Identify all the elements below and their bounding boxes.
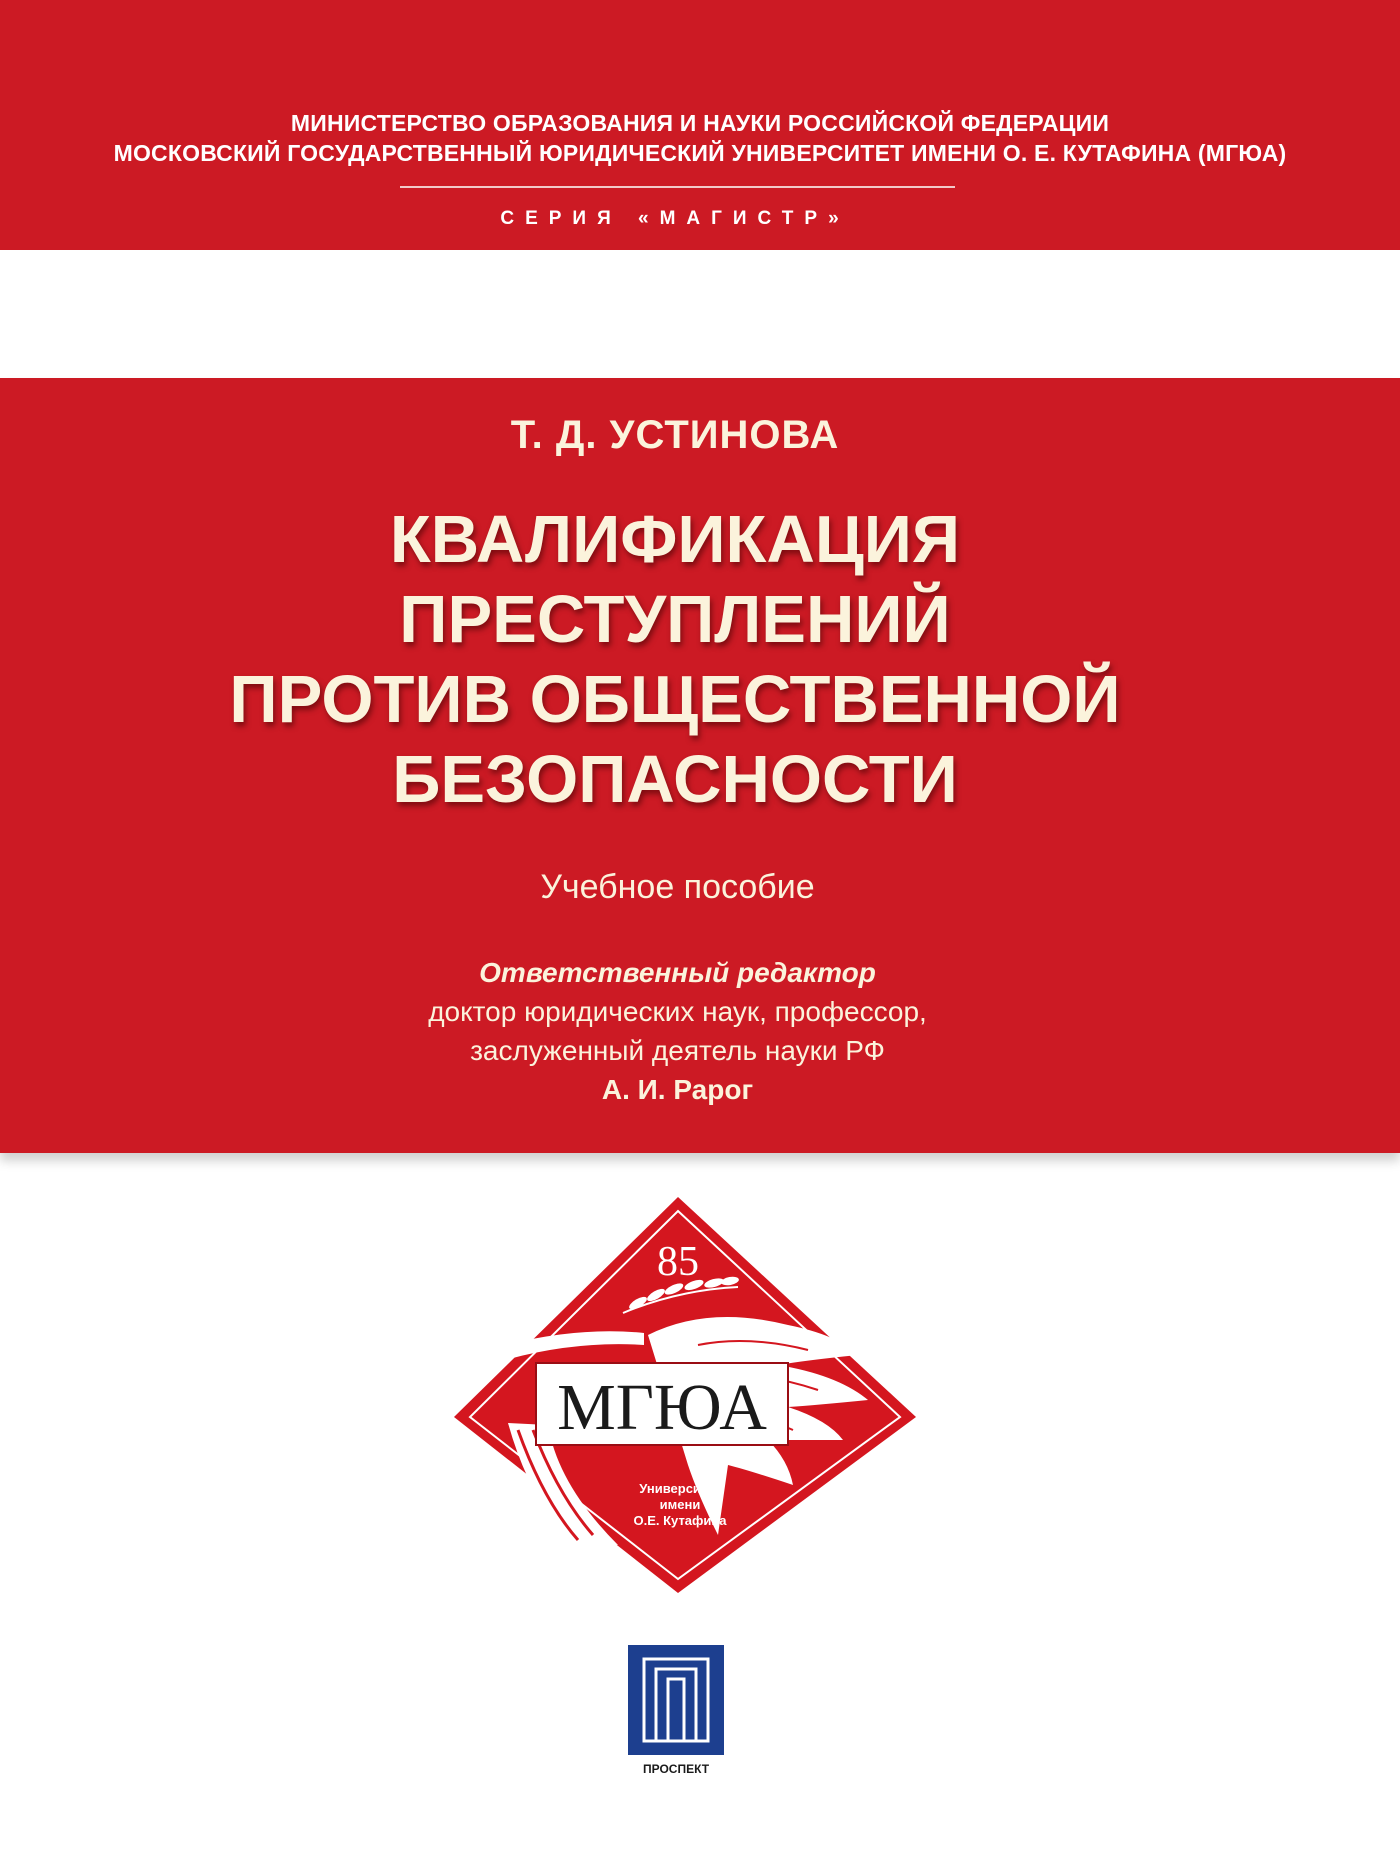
title-line-2: ПРЕСТУПЛЕНИЙ [399, 582, 951, 657]
header-band [0, 0, 1400, 250]
editor-title-1: доктор юридических наук, профессор, [428, 996, 927, 1027]
title-line-3: ПРОТИВ ОБЩЕСТВЕННОЙ [229, 662, 1121, 737]
editor-title-2: заслуженный деятель науки РФ [470, 1035, 885, 1066]
ministry-text [0, 108, 1400, 168]
logo-abbreviation: МГЮА [557, 1371, 767, 1444]
title-line-4: БЕЗОПАСНОСТИ [392, 742, 958, 817]
ministry-line-2: МОСКОВСКИЙ ГОСУДАРСТВЕННЫЙ ЮРИДИЧЕСКИЙ УНИВЕРСИТЕТ ИМЕНИ О. Е. КУТАФИНА (МГЮА) [113, 140, 1287, 166]
editor-name: А. И. Рарог [601, 1074, 754, 1105]
series-label: СЕРИЯ «МАГИСТР» [500, 208, 850, 229]
publisher-logo [628, 1645, 724, 1780]
ministry-line-1: МИНИСТЕРСТВО ОБРАЗОВАНИЯ И НАУКИ РОССИЙСКОЙ ФЕДЕРАЦИИ [290, 110, 1110, 136]
logo-caption-2: имени [659, 1497, 701, 1512]
editor-role: Ответственный редактор [479, 957, 876, 988]
editor-block [0, 953, 1355, 1109]
book-title [0, 500, 1350, 820]
publisher-name: ПРОСПЕКТ [642, 1762, 710, 1776]
author-name: Т. Д. УСТИНОВА [510, 413, 840, 457]
logo-caption-1: Университет [639, 1481, 721, 1496]
title-band [0, 378, 1400, 1153]
publisher-emblem [628, 1645, 724, 1755]
logo-caption-3: О.Е. Кутафина [633, 1513, 727, 1528]
header-divider [400, 186, 955, 188]
book-type: Учебное пособие [540, 868, 815, 906]
logo-anniversary: 85 [657, 1239, 699, 1285]
mgua-logo [448, 1195, 920, 1595]
title-line-1: КВАЛИФИКАЦИЯ [389, 502, 961, 577]
